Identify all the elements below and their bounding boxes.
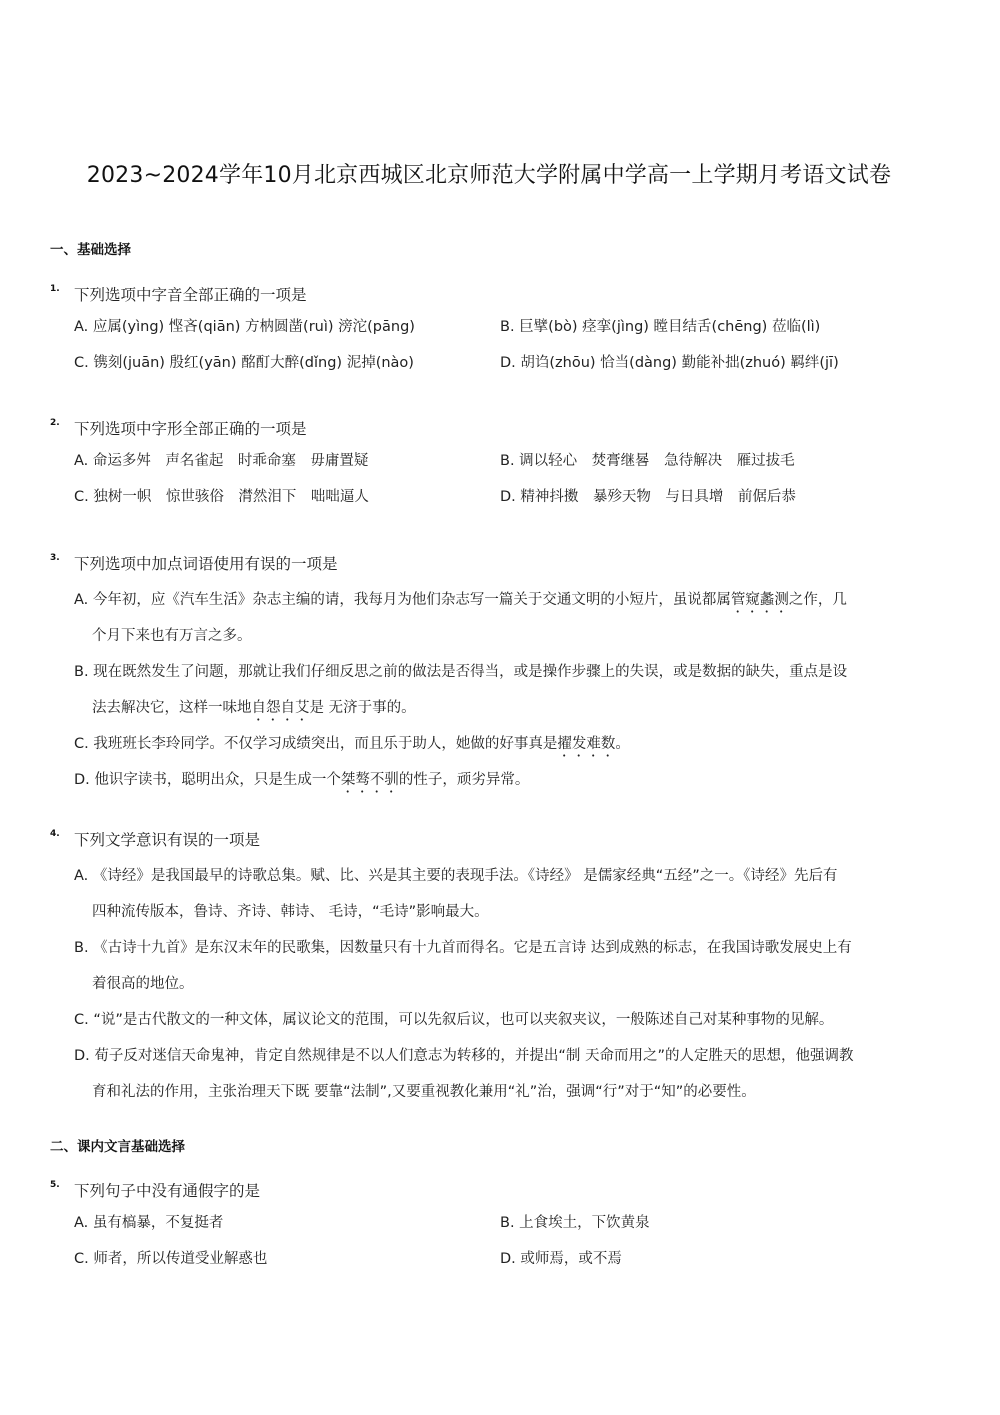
- dotted-word: 管窥蠡测: [730, 592, 789, 608]
- option-d: D. 或师焉，或不焉: [500, 1251, 622, 1267]
- dotted-word: 桀骜不驯: [340, 772, 399, 788]
- option-c: [74, 726, 930, 762]
- option-text: D. 他识字读书，聪明出众，只是生成一个: [74, 772, 341, 788]
- option-b: B. 巨擘(bò) 痉挛(jìng) 瞠目结舌(chēng) 莅临(lì): [500, 319, 821, 335]
- option-b: [74, 930, 930, 1002]
- option-text-continued: 是 无济于事的。: [309, 700, 416, 716]
- option-b: B. 上食埃土，下饮黄泉: [500, 1215, 650, 1231]
- option-a: [74, 582, 930, 654]
- question-2: [50, 417, 930, 525]
- dotted-word: 自怨自艾: [251, 700, 310, 716]
- option-text: D. 荀子反对迷信天命鬼神，肯定自然规律是不以人们意志为转移的，并提出“制 天命而用之”的人定胜天的思想，他强调教: [74, 1048, 854, 1064]
- option-b: [74, 654, 930, 726]
- option-d: [74, 1038, 930, 1110]
- option-c: C. 镌刻(juān) 殷红(yān) 酩酊大醉(dǐng) 泥掉(nào): [74, 355, 414, 371]
- question-number: 4.: [50, 829, 60, 839]
- option-text: 的性子，顽劣异常。: [398, 772, 530, 788]
- question-stem: 下列选项中加点词语使用有误的一项是: [74, 555, 338, 573]
- question-number: 2.: [50, 418, 60, 428]
- dotted-word: 擢发难数: [557, 736, 616, 752]
- question-stem: 下列句子中没有通假字的是: [74, 1182, 261, 1200]
- option-a: A. 命运多舛 声名雀起 时乖命塞 毋庸置疑: [74, 453, 369, 469]
- question-4: [50, 828, 930, 1110]
- exam-title: 2023~2024学年10月北京西城区北京师范大学附属中学高一上学期月考语文试卷: [86, 163, 892, 188]
- option-d: D. 胡诌(zhōu) 恰当(dàng) 勤能补拙(zhuó) 羁绊(jī): [500, 355, 839, 371]
- option-text-continued: 法去解决它，这样一味地: [92, 700, 252, 716]
- option-text-continued: 个月下来也有万言之多。: [92, 628, 252, 644]
- option-a: [74, 858, 930, 930]
- option-c: C. 师者，所以传道受业解惑也: [74, 1251, 268, 1267]
- option-d: D. 精神抖擞 暴殄天物 与日具增 前倨后恭: [500, 489, 796, 505]
- option-text-continued: 育和礼法的作用，主张治理天下既 要靠“法制”,又要重视教化兼用“礼”治，强调“行”对于“知”的必要性。: [92, 1084, 756, 1100]
- question-stem: 下列选项中字形全部正确的一项是: [74, 420, 307, 438]
- option-text: A. 今年初，应《汽车生活》杂志主编的请，我每月为他们杂志写一篇关于交通文明的小短片，虽说都属: [74, 592, 731, 608]
- option-text: 之作，几: [788, 592, 847, 608]
- option-text-continued: 着很高的地位。: [92, 976, 194, 992]
- question-1: [50, 283, 930, 391]
- question-5: [50, 1179, 930, 1287]
- question-number: 1.: [50, 284, 60, 294]
- question-number: 3.: [50, 553, 60, 563]
- option-text: 。: [615, 736, 630, 752]
- section-heading-basic-choice: 一、基础选择: [50, 242, 131, 258]
- option-b: B. 调以轻心 焚膏继晷 急待解决 雁过拔毛: [500, 453, 795, 469]
- question-number: 5.: [50, 1180, 60, 1190]
- option-c: C. 独树一帜 惊世骇俗 潸然泪下 咄咄逼人: [74, 489, 369, 505]
- option-text: C. “说”是古代散文的一种文体，属议论文的范围，可以先叙后议，也可以夹叙夹议，一般陈述自己对某种事物的见解。: [74, 1012, 834, 1028]
- question-stem: 下列文学意识有误的一项是: [74, 831, 261, 849]
- option-a: A. 虽有槁暴，不复挺者: [74, 1215, 224, 1231]
- option-c: [74, 1002, 930, 1038]
- option-a: A. 应属(yìng) 悭吝(qiān) 方枘圆凿(ruì) 滂沱(pāng): [74, 319, 415, 335]
- option-text-continued: 四种流传版本，鲁诗、齐诗、韩诗、 毛诗，“毛诗”影响最大。: [92, 904, 489, 920]
- option-text: A. 《诗经》是我国最早的诗歌总集。赋、比、兴是其主要的表现手法。《诗经》 是儒家经典“五经”之一。《诗经》先后有: [74, 868, 838, 884]
- section-heading-classical-chinese: 二、课内文言基础选择: [50, 1139, 185, 1155]
- option-text: B. 《古诗十九首》是东汉末年的民歌集，因数量只有十九首而得名。它是五言诗 达到成熟的标志，在我国诗歌发展史上有: [74, 940, 852, 956]
- option-d: [74, 762, 930, 798]
- option-text: B. 现在既然发生了问题，那就让我们仔细反思之前的做法是否得当，或是操作步骤上的失误，或是数据的缺失，重点是设: [74, 664, 848, 680]
- question-stem: 下列选项中字音全部正确的一项是: [74, 286, 307, 304]
- question-3: [50, 552, 930, 798]
- option-text: C. 我班班长李玲同学。不仅学习成绩突出，而且乐于助人，她做的好事真是: [74, 736, 558, 752]
